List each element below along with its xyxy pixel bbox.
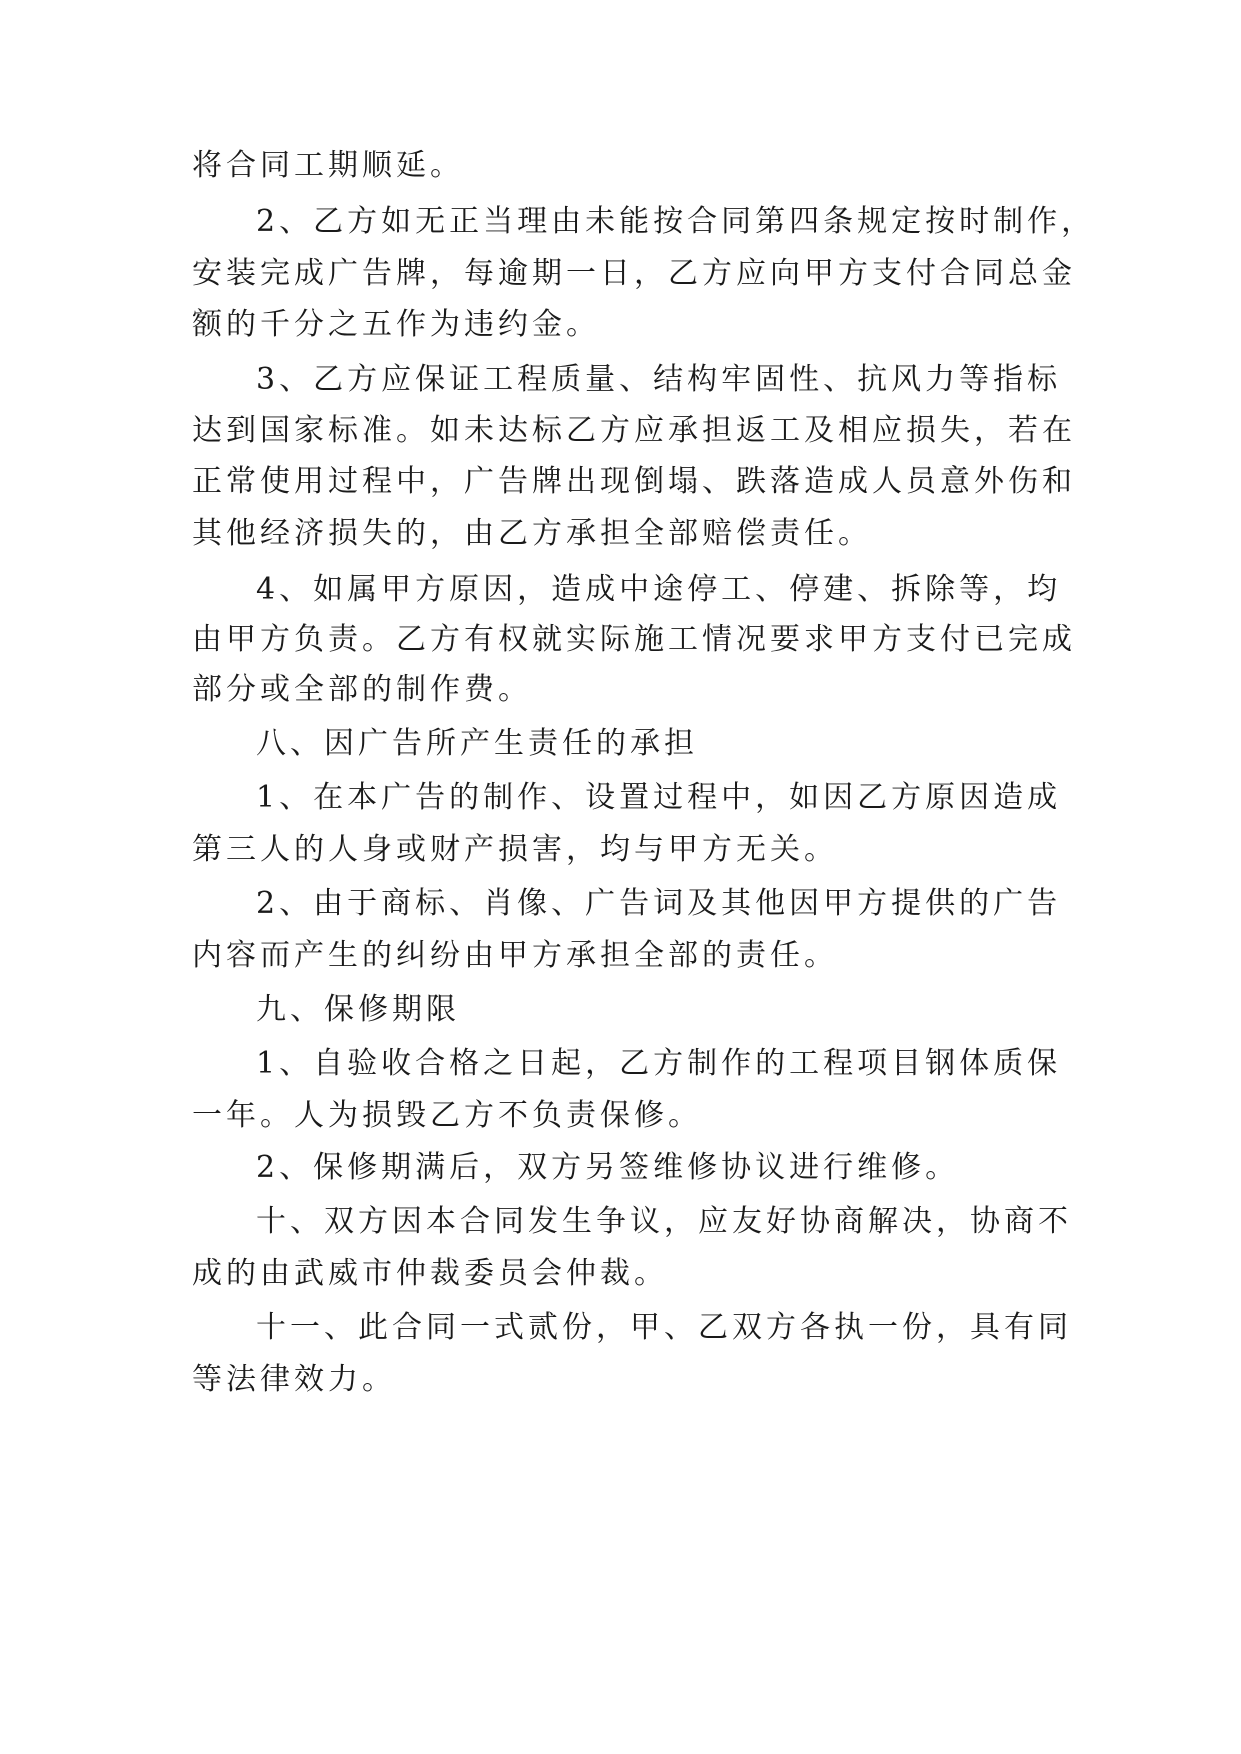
text-line: 十、双方因本合同发生争议，应友好协商解决，协商不: [256, 1204, 1072, 1239]
text-line: 安装完成广告牌，每逾期一日，乙方应向甲方支付合同总金: [192, 256, 1076, 291]
text-line: 一年。人为损毁乙方不负责保修。: [192, 1098, 702, 1133]
text-line: 4、如属甲方原因，造成中途停工、停建、拆除等，均: [256, 572, 1062, 607]
text-line: 2、保修期满后，双方另签维修协议进行维修。: [256, 1150, 960, 1185]
text-line: 1、在本广告的制作、设置过程中，如因乙方原因造成: [256, 780, 1062, 815]
text-line: 部分或全部的制作费。: [192, 672, 532, 707]
text-line: 额的千分之五作为违约金。: [192, 307, 600, 342]
text-line: 内容而产生的纠纷由甲方承担全部的责任。: [192, 938, 838, 973]
text-line: 正常使用过程中，广告牌出现倒塌、跌落造成人员意外伤和: [192, 464, 1076, 499]
text-line: 由甲方负责。乙方有权就实际施工情况要求甲方支付已完成: [192, 622, 1076, 657]
text-line: 2、乙方如无正当理由未能按合同第四条规定按时制作，: [256, 204, 1096, 239]
text-line: 3、乙方应保证工程质量、结构牢固性、抗风力等指标: [256, 362, 1062, 397]
section-heading: 九、保修期限: [256, 992, 460, 1027]
text-line: 成的由武威市仲裁委员会仲裁。: [192, 1256, 668, 1291]
text-line: 将合同工期顺延。: [192, 148, 464, 183]
text-line: 等法律效力。: [192, 1362, 396, 1397]
text-line: 十一、此合同一式贰份，甲、乙双方各执一份，具有同: [256, 1310, 1072, 1345]
text-line: 其他经济损失的，由乙方承担全部赔偿责任。: [192, 516, 872, 551]
text-line: 第三人的人身或财产损害，均与甲方无关。: [192, 832, 838, 867]
text-line: 2、由于商标、肖像、广告词及其他因甲方提供的广告: [256, 886, 1062, 921]
section-heading: 八、因广告所产生责任的承担: [256, 726, 698, 761]
text-line: 达到国家标准。如未达标乙方应承担返工及相应损失，若在: [192, 413, 1076, 448]
text-line: 1、自验收合格之日起，乙方制作的工程项目钢体质保: [256, 1046, 1062, 1081]
